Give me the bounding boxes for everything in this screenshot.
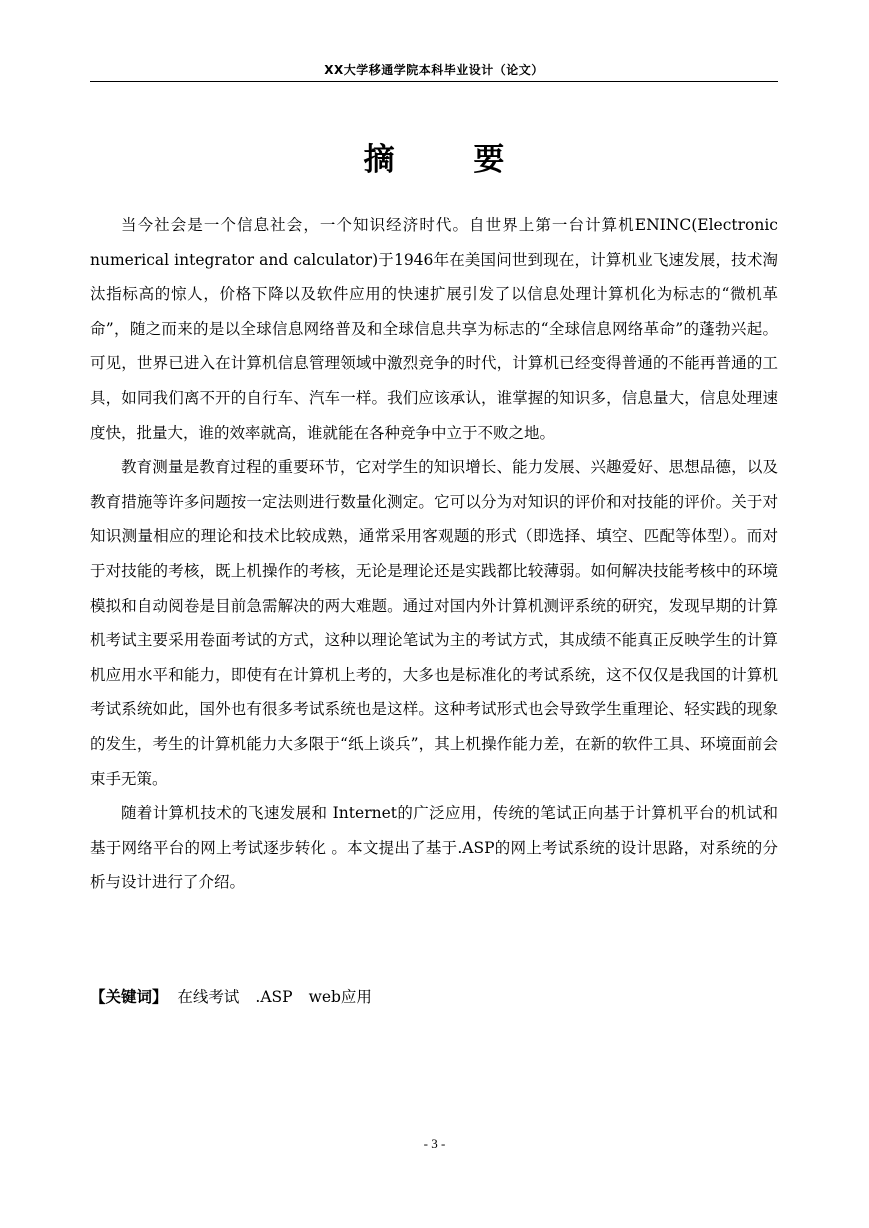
abstract-body [90, 208, 778, 900]
abstract-paragraph-3: 随着计算机技术的飞速发展和 Internet的广泛应用，传统的笔试正向基于计算机平台的机试和基于网络平台的网上考试逐步转化 。本文提出了基于.ASP的网上考试系统的设计思路，对系统的分析与设计进行了介绍。 [90, 804, 778, 892]
keywords-label: 【关键词】 [90, 988, 168, 1006]
keywords-line [90, 985, 778, 1009]
keyword-item: web应用 [308, 988, 372, 1006]
abstract-paragraph-1: 当今社会是一个信息社会，一个知识经济时代。自世界上第一台计算机ENINC(Electronic numerical integrator and calculator)于1946年在美国问世到现在，计算机业飞速发展，技术淘汰指标高的惊人，价格下降以及软件应用的快速扩展引发了以信息处理计算机化为标志的“微机革命”，随之而来的是以全球信息网络普及和全球信息共享为标志的“全球信息网络革命”的蓬勃兴起。可见，世界已进入在计算机信息管理领域中激烈竞争的时代，计算机已经变得普通的不能再普通的工具，如同我们离不开的自行车、汽车一样。我们应该承认，谁掌握的知识多，信息量大，信息处理速度快，批量大，谁的效率就高，谁就能在各种竞争中立于不败之地。 [90, 216, 778, 442]
abstract-title: 摘 要 [363, 142, 539, 178]
header-rule [90, 81, 778, 82]
page-number: - 3 - [423, 1136, 446, 1151]
abstract-paragraph-2: 教育测量是教育过程的重要环节，它对学生的知识增长、能力发展、兴趣爱好、思想品德，以及教育措施等许多问题按一定法则进行数量化测定。它可以分为对知识的评价和对技能的评价。关于对知识测量相应的理论和技术比较成熟，通常采用客观题的形式（即选择、填空、匹配等体型）。而对于对技能的考核，既上机操作的考核，无论是理论还是实践都比较薄弱。如何解决技能考核中的环境模拟和自动阅卷是目前急需解决的两大难题。通过对国内外计算机测评系统的研究，发现早期的计算机考试主要采用卷面考试的方式，这种以理论笔试为主的考试方式，其成绩不能真正反映学生的计算机应用水平和能力，即使有在计算机上考的，大多也是标准化的考试系统，这不仅仅是我国的计算机考试系统如此，国外也有很多考试系统也是这样。这种考试形式也会导致学生重理论、轻实践的现象的发生，考生的计算机能力大多限于“纸上谈兵”，其上机操作能力差，在新的软件工具、环境面前会束手无策。 [90, 458, 778, 788]
keyword-item: .ASP [255, 988, 293, 1006]
keyword-item: 在线考试 [177, 988, 240, 1006]
page-header: XX大学移通学院本科毕业设计（论文） [324, 63, 544, 77]
